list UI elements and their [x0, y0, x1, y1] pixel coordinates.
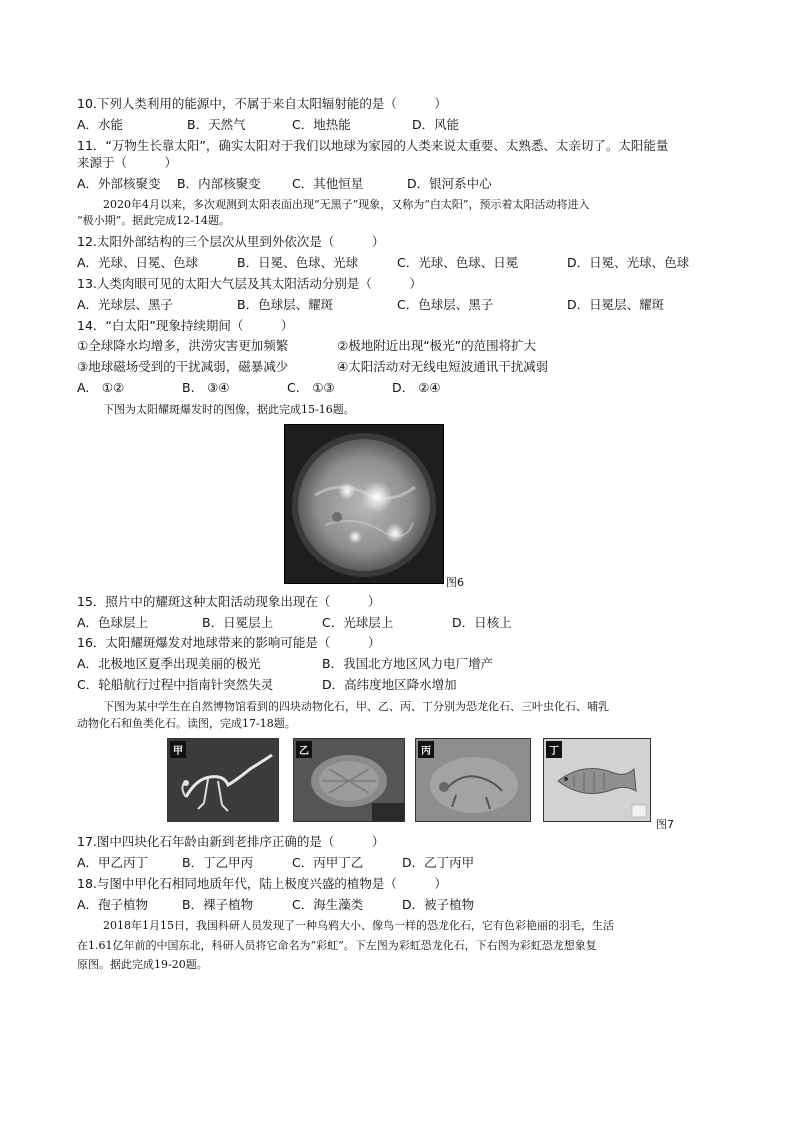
q14-items-row2 [77, 359, 717, 375]
q14-item-4: ④太阳活动对无线电短波通讯干扰减弱 [337, 359, 549, 374]
q15-option-c[interactable]: C．光球层上 [322, 615, 394, 630]
q18-option-a[interactable]: A．孢子植物 [77, 897, 149, 912]
q14-option-c[interactable]: C. ①③ [287, 380, 335, 395]
q17-option-b[interactable]: B．丁乙甲丙 [182, 855, 254, 870]
q16-stem: 16．太阳耀斑爆发对地球带来的影响可能是（ ） [77, 635, 381, 650]
q16-options-row2 [77, 677, 717, 693]
fossil-tag-bing: 丙 [418, 741, 434, 758]
q12-options [77, 255, 717, 271]
q14-option-d[interactable]: D. ②④ [392, 380, 441, 395]
q17-option-a[interactable]: A．甲乙丙丁 [77, 855, 149, 870]
fossil-bing-mammal [415, 738, 531, 822]
q13-stem: 13.人类肉眼可见的太阳大气层及其太阳活动分别是（ ） [77, 276, 422, 291]
q11-stem-line1: 11．“万物生长靠太阳”，确实太阳对于我们以地球为家园的人类来说太重要、太熟悉、太亲切了。太阳能量 [77, 138, 669, 153]
fossil-ding-fish [543, 738, 651, 822]
q11-option-a[interactable]: A．外部核聚变 [77, 176, 161, 191]
q16-option-b[interactable]: B．我国北方地区风力电厂增产 [322, 656, 494, 671]
q10-stem: 10.下列人类利用的能源中，不属于来自太阳辐射能的是（ ） [77, 96, 447, 111]
q15-option-d[interactable]: D．日核上 [452, 615, 512, 630]
passage-19-20-line3: 原图。据此完成19-20题。 [77, 958, 208, 971]
q15-options [77, 615, 717, 631]
q15-option-a[interactable]: A．色球层上 [77, 615, 149, 630]
passage-17-18-line2: 动物化石和鱼类化石。读图，完成17-18题。 [77, 717, 296, 730]
q13-option-b[interactable]: B．色球层、耀斑 [237, 297, 334, 312]
q17-options [77, 855, 717, 871]
passage-19-20-line1: 2018年1月15日，我国科研人员发现了一种乌鸦大小、像鸟一样的恐龙化石，它有色彩艳丽的羽毛，生活 [103, 919, 614, 932]
solar-flare-photo [284, 424, 444, 584]
q18-option-b[interactable]: B．裸子植物 [182, 897, 254, 912]
q12-option-a[interactable]: A．光球、日冕、色球 [77, 255, 199, 270]
passage-17-18-line1: 下图为某中学生在自然博物馆看到的四块动物化石，甲、乙、丙、丁分别为恐龙化石、三叶虫化石、哺乳 [103, 700, 609, 713]
q12-option-b[interactable]: B．日冕、色球、光球 [237, 255, 359, 270]
q13-options [77, 297, 717, 313]
fig7-caption: 图7 [656, 818, 674, 831]
q10-option-b[interactable]: B．天然气 [187, 117, 246, 132]
passage-15-16: 下图为太阳耀斑爆发时的图像，据此完成15-16题。 [103, 403, 355, 416]
q18-option-d[interactable]: D．被子植物 [402, 897, 475, 912]
passage-12-14-line2: “极小期”。据此完成12-14题。 [77, 214, 230, 227]
q18-option-c[interactable]: C．海生藻类 [292, 897, 364, 912]
q14-stem: 14．“白太阳”现象持续期间（ ） [77, 318, 294, 333]
q12-option-c[interactable]: C．光球、色球、日冕 [397, 255, 519, 270]
fossil-yi-trilobite [293, 738, 405, 822]
q10-options [77, 117, 717, 133]
fig6-caption: 图6 [446, 576, 464, 589]
q10-option-d[interactable]: D．风能 [412, 117, 460, 132]
fossil-jia-dinosaur [167, 738, 279, 822]
sun-image [285, 425, 443, 583]
q10-option-a[interactable]: A．水能 [77, 117, 124, 132]
passage-19-20-line2: 在1.61亿年前的中国东北，科研人员将它命名为“彩虹”。下左图为彩虹恐龙化石，下右图为彩虹恐龙想象复 [77, 939, 597, 952]
q12-option-d[interactable]: D．日冕、光球、色球 [567, 255, 690, 270]
q14-item-1: ①全球降水均增多，洪涝灾害更加频繁 [77, 338, 289, 353]
q16-options-row1 [77, 656, 717, 672]
q11-option-c[interactable]: C．其他恒星 [292, 176, 364, 191]
q14-options [77, 380, 717, 396]
q11-stem-line2: 来源于（ ） [77, 155, 178, 170]
q15-option-b[interactable]: B．日冕层上 [202, 615, 274, 630]
q14-option-a[interactable]: A. ①② [77, 380, 125, 395]
q11-option-b[interactable]: B．内部核聚变 [177, 176, 261, 191]
q16-option-d[interactable]: D．高纬度地区降水增加 [322, 677, 457, 692]
q14-item-3: ③地球磁场受到的干扰减弱，磁暴减少 [77, 359, 289, 374]
q13-option-a[interactable]: A．光球层、黑子 [77, 297, 174, 312]
q10-option-c[interactable]: C．地热能 [292, 117, 351, 132]
q15-stem: 15．照片中的耀斑这种太阳活动现象出现在（ ） [77, 594, 381, 609]
fossil-tag-yi: 乙 [296, 741, 312, 758]
q16-option-c[interactable]: C．轮船航行过程中指南针突然失灵 [77, 677, 274, 692]
fossil-tag-jia: 甲 [170, 741, 186, 758]
q18-options [77, 897, 717, 913]
q14-items-row1 [77, 338, 717, 354]
passage-12-14-line1: 2020年4月以来，多次观测到太阳表面出现“无黑子”现象，又称为“白太阳”，预示着太阳活动将进入 [103, 198, 590, 211]
fossil-tag-ding: 丁 [546, 741, 562, 758]
q11-options [77, 176, 717, 192]
q12-stem: 12.太阳外部结构的三个层次从里到外依次是（ ） [77, 234, 385, 249]
q14-item-2: ②极地附近出现“极光”的范围将扩大 [337, 338, 537, 353]
q18-stem: 18.与图中甲化石相同地质年代，陆上极度兴盛的植物是（ ） [77, 876, 447, 891]
q13-option-c[interactable]: C．色球层、黑子 [397, 297, 494, 312]
q13-option-d[interactable]: D．日冕层、耀斑 [567, 297, 665, 312]
q14-option-b[interactable]: B. ③④ [182, 380, 230, 395]
q17-option-d[interactable]: D．乙丁丙甲 [402, 855, 475, 870]
q11-option-d[interactable]: D．银河系中心 [407, 176, 492, 191]
q17-stem: 17.图中四块化石年龄由新到老排序正确的是（ ） [77, 834, 385, 849]
q17-option-c[interactable]: C．丙甲丁乙 [292, 855, 364, 870]
q16-option-a[interactable]: A．北极地区夏季出现美丽的极光 [77, 656, 261, 671]
